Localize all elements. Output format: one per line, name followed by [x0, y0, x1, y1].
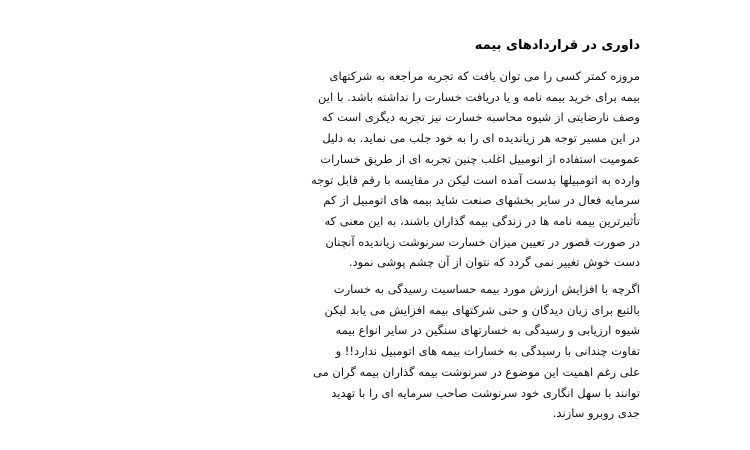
- text-line: تأثیرترین بیمه نامه ها در زندگی بیمه گذاران باشند، به این معنی که: [324, 213, 640, 228]
- paragraph-1: [140, 66, 640, 273]
- text-line: وارده به اتومبیلها بدست آمده است لیکن در مقایسه با رقم قابل توجه: [310, 172, 640, 187]
- text-line: دست خوش تغییر نمی گردد که نتوان از آن چشم پوشی نمود.: [348, 255, 640, 270]
- text-line: اگرچه با افزایش ارزش مورد بیمه حساسیت رسیدگی به خسارت: [333, 282, 640, 297]
- document-title: داوری در قراردادهای بیمه: [474, 38, 640, 53]
- text-line: بالتبع برای زیان دیدگان و حتی شرکتهای بیمه افزایش می یابد لیکن: [324, 302, 640, 317]
- document-page: [140, 36, 640, 424]
- text-line: در صورت قصور در تعیین میزان خسارت سرنوشت زیاندیده آنچنان: [325, 234, 640, 249]
- text-line: شیوه ارزیابی و رسیدگی به خسارتهای سنگین در سایر انواع بیمه: [335, 323, 640, 338]
- text-line: جدی روبرو سازند.: [552, 406, 640, 421]
- text-line: سرمایه فعال در سایر بخشهای صنعت شاید بیمه های اتومبیل از کم: [323, 193, 640, 208]
- paragraph-2: [140, 279, 640, 424]
- text-line: عمومیت استفاده از اتومبیل اغلب چنین تجربه ای از طریق خسارات: [320, 151, 640, 166]
- text-line: تفاوت چندانی با رسیدگی به خسارات بیمه های اتومبیل ندارد!! و: [335, 344, 640, 359]
- text-line: توانند با سهل انگاری خود سرنوشت صاحب سرمایه ای را با تهدید: [331, 385, 640, 400]
- text-line: در این مسیر توجه هر زیاندیده ای را به خود جلب می نماید. به دلیل: [322, 131, 640, 146]
- text-line: مروزه کمتر کسی را می توان یافت که تجربه مراجعه به شرکتهای: [329, 69, 640, 83]
- text-line: بیمه برای خرید بیمه نامه و یا دریافت خسارت را نداشته باشد. با این: [318, 89, 640, 104]
- text-line: علی رغم اهمیت این موضوع در سرنوشت بیمه گذاران بیمه گران می: [313, 364, 640, 379]
- text-line: وصف نارضایتی از شیوه محاسبه خسارت نیز تجربه دیگری است که: [321, 110, 640, 125]
